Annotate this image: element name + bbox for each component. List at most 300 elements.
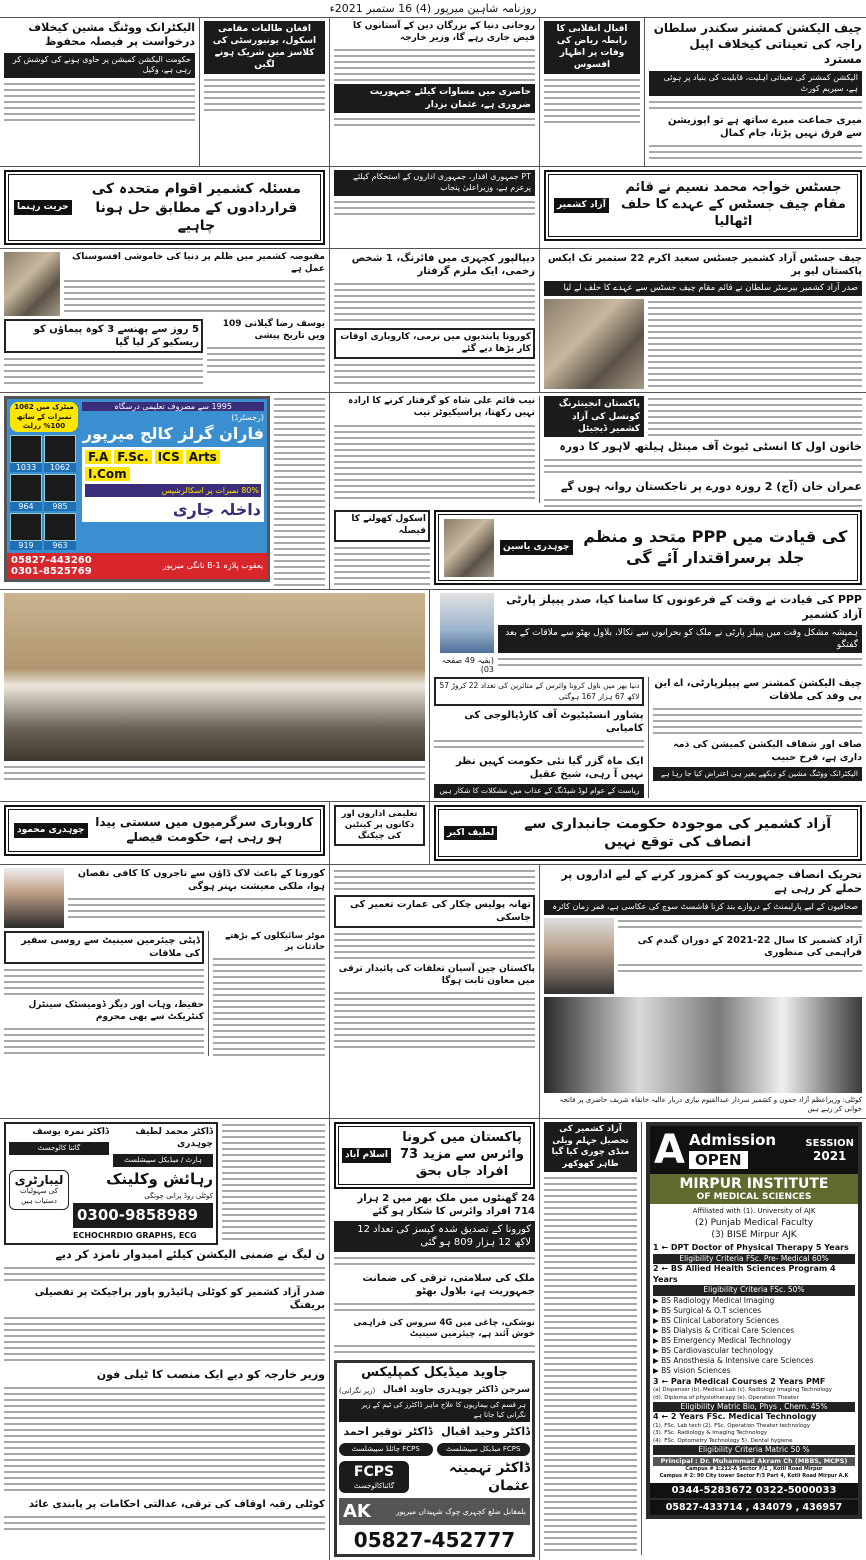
column — [0, 393, 330, 589]
headline: آزاد کشمیر کا سال 22-2021 کے دوران گندم کی فراہمی کی منظوری — [637, 934, 862, 958]
headline: حاضری میں مساوات کیلئے جمہوریت ضروری ہے، عثمان بزدار — [334, 84, 535, 112]
banner-headline — [334, 1122, 535, 1189]
column — [330, 802, 430, 864]
story — [544, 396, 862, 507]
ppp-banner-group — [334, 510, 862, 584]
headline: چیف جسٹس آزاد کشمیر جسٹس سعید اکرم 22 ستمبر تک ایکس پاکستان لیو پر — [547, 252, 862, 277]
session-block — [805, 1138, 854, 1163]
story-with-box — [544, 396, 862, 436]
bs-item: ▶ BS Emergency Medical Technology — [653, 1336, 792, 1345]
banner-tag: لطیف اکبر — [444, 826, 497, 841]
headline: آزاد کشمیر کی تحصیل جہلم ویلی منڈی چوری کیا گیا طاہر کھوکھر — [544, 1122, 637, 1172]
admission-label: Admission — [688, 1131, 777, 1150]
row-stories-h — [0, 865, 866, 1119]
bs-item: ▶ BS Clinical Laboratory Sciences — [653, 1315, 779, 1325]
bs-item: ▶ BS Dialysis & Critical Care Sciences — [653, 1325, 795, 1335]
body-text — [4, 1026, 204, 1056]
body-text — [544, 77, 640, 127]
course-fsc: F.Sc. — [114, 450, 151, 464]
affiliation: (2) Punjab Medical Faculty — [694, 1217, 814, 1228]
student-score: 1033 — [10, 463, 42, 472]
column — [0, 167, 330, 248]
affiliation: (3) BISE Mirpur AJK — [711, 1229, 797, 1240]
masthead: روزنامہ شاہین میرپور (4) 16 ستمبر 2021ء — [0, 0, 866, 18]
doctor-row — [339, 1425, 530, 1456]
bs-label: BS Clinical Laboratory Sciences — [661, 1315, 779, 1325]
campus-address: Campus # 2: 90 City tower Sector F/3 Part 4, Kotli Road Mirpur A.K — [659, 1472, 849, 1479]
program-detail: (1). FSc. Lab tech (2). FSc. Operation Theater technology — [653, 1423, 811, 1430]
body-text — [4, 764, 425, 784]
course-arts: Arts — [186, 450, 220, 464]
body-text — [4, 1315, 325, 1365]
headline: پاکستان چین آسیان تعلقات کی پائیدار ترقی میں معاون ثابت ہوگا — [338, 963, 535, 986]
course-fa: F.A — [85, 450, 111, 464]
banner-text: کاروباری سرگرمیوں میں سستی پیدا ہو رہی ہے، حکومت فیصلے — [95, 814, 314, 845]
student-card — [10, 435, 42, 472]
story — [653, 677, 863, 781]
course-icom: I.Com — [85, 467, 130, 481]
program-detail: (3). FSc. Radiology & Imaging Technology — [653, 1430, 768, 1437]
clinic-name: رہائش وکلینک — [106, 1169, 213, 1188]
photo-block — [434, 593, 494, 674]
body-text — [274, 396, 325, 586]
story — [4, 931, 209, 1056]
big-a: A — [654, 1127, 685, 1174]
body-text — [334, 931, 535, 961]
open-label: OPEN — [689, 1151, 748, 1169]
body-text — [618, 918, 862, 932]
fcps-badge — [339, 1461, 409, 1493]
story-with-photo — [4, 252, 325, 316]
body-text — [334, 423, 535, 503]
banner-headline — [544, 170, 862, 241]
course-list — [85, 450, 261, 481]
banner-text: جسٹس خواجہ محمد نسیم نے قائم مقام چیف جسٹس کے عہدے کا حلف اٹھالیا — [621, 180, 846, 230]
banner-text: پاکستان میں کرونا وائرس سے مزید 73 افراد جاں بحق — [399, 1130, 524, 1179]
bs-item: ▶ BS Anosthesia & Intensive care Sciences — [653, 1356, 814, 1366]
schools-story — [334, 510, 430, 584]
headline: ڈپٹی چیئرمین سینیٹ سے روسی سفیر کی ملاقات — [4, 931, 204, 964]
headline: ن لیگ نے ضمنی الیکشن کیلئے امیدوار نامزد کر دیے — [55, 1247, 325, 1261]
clinic-body — [9, 1170, 213, 1240]
photo-caption: کوٹلی: وزیراعظم آزاد جموں و کشمیر سردار عبدالقیوم نیازی دربار عالیہ خانقاہ شریف حاضری پر فاتحہ خوانی کر رہے ہیں — [559, 1095, 862, 1114]
banner-tag: چوہدری محمود — [14, 823, 88, 838]
bs-label: BS Radiology Medical Imaging — [661, 1295, 775, 1305]
body-text — [334, 199, 535, 217]
banner-tag: آزاد کشمیر — [554, 198, 609, 213]
story — [544, 1122, 642, 1555]
body-text — [222, 1122, 325, 1242]
column — [0, 865, 330, 1118]
phone: 0301-8525769 — [11, 565, 92, 577]
ad-phones: 05827-433714 , 434079 , 436957 — [650, 1500, 858, 1515]
row-banners-g — [0, 802, 866, 865]
lab-sub: کی سہولیات دستیاب ہیں — [20, 1186, 58, 1205]
column — [430, 590, 866, 800]
clinic-phone: 0300-9858989 — [73, 1203, 213, 1227]
column — [540, 167, 866, 248]
story-pair — [4, 931, 325, 1056]
headline: دیپالپور کچہری میں فائرنگ، 1 شخص زخمی، ایک ملزم گرفتار — [351, 252, 535, 277]
body-text — [334, 868, 535, 892]
student-score: 1062 — [44, 463, 76, 472]
story — [213, 931, 325, 1056]
story-group — [334, 396, 862, 507]
headline: نیب قائم علی شاہ کو گرفتار کرنے کا ارادہ نہیں رکھتا، پراسیکیوٹر نیب — [348, 396, 535, 419]
body-text — [648, 299, 862, 389]
body-text — [4, 356, 203, 386]
student-card — [10, 474, 42, 511]
headline: افغان طالبات مقامی اسکول، یونیورسٹی کی کلاسز میں شریک ہونے لگیں — [204, 21, 325, 74]
body-text — [649, 99, 862, 111]
column — [330, 18, 540, 166]
banner-text: کی قیادت میں PPP متحد و منظم جلد برسراقتدار آئے گی — [583, 526, 848, 567]
scholarship-badge: 80% نمبرات پر اسکالرشپس — [85, 484, 261, 497]
body-text — [544, 457, 862, 477]
body-text — [334, 47, 535, 81]
student-score: 919 — [10, 541, 42, 550]
headline: کورونا کے باعث لاک ڈاؤن سے تاجروں کا کافی نقصان ہوا، ملکی معیشت بہتر ہوگی — [77, 868, 325, 892]
bs-label: BS Dialysis & Critical Care Sciences — [661, 1325, 795, 1335]
body-text — [544, 1175, 637, 1555]
mirpur-institute-ad — [646, 1122, 862, 1519]
ad-phones: 0344-5283672 0322-5000033 — [650, 1483, 858, 1498]
story — [498, 593, 862, 668]
clinic-ad — [4, 1122, 218, 1245]
subheadline: الیکشن کمشنر کی تعیناتی اہلیت، قابلیت کی بنیاد پر ہوئی ہے، سپریم کورٹ — [649, 71, 862, 97]
ad-tagline: ہر قسم کی بیماریوں کا علاج ماہر ڈاکٹرز کی ٹیم کے زیر نگرانی کیا جاتا ہے — [339, 1399, 530, 1422]
bs-label: BS Anosthesia & Intensive care Sciences — [661, 1356, 814, 1366]
body-text — [334, 1255, 535, 1269]
body-text — [4, 1385, 325, 1495]
ad-header — [650, 1126, 858, 1174]
doctor-name: ڈاکٹر نمرہ یوسف — [32, 1127, 109, 1138]
ad-title: جاوید میڈیکل کمپلیکس — [361, 1364, 508, 1380]
bs-item: ▶ BS Cardiovascular technology — [653, 1346, 774, 1356]
program-item: 2 ← BS Allied Health Sciences Program 4 Years — [653, 1263, 836, 1284]
institute-banner — [650, 1174, 858, 1204]
principal: Principal : Dr. Muhammad Akram Ch (MBBS, MCPS) — [653, 1457, 855, 1466]
headline: 5 روز سے پھنسے 3 کوہ پیماؤں کو ریسکیو کر لیا گیا — [4, 319, 203, 353]
eligibility: Eligibility Matric Bio, Phys , Chem. 45% — [653, 1402, 855, 1412]
subheadline: کورونا کے تصدیق شدہ کیسز کی تعداد 12 لاکھ 12 ہزار 809 ہو گئی — [334, 1221, 535, 1252]
bilawal-photo — [444, 519, 494, 577]
student-grid — [10, 435, 78, 550]
ak-logo: AK — [343, 1501, 371, 1523]
headline: ملک کی سلامتی، ترقی کی ضمانت جمہوریت ہے، بلاول بھٹو — [362, 1272, 535, 1297]
bs-list — [653, 1296, 855, 1377]
column — [540, 18, 645, 166]
column — [645, 18, 866, 166]
column — [0, 249, 330, 392]
ad-contact — [7, 553, 267, 579]
affiliation: Affiliated with (1). University of AJK — [692, 1207, 816, 1216]
headline: وزیر خارجہ کو دیے ایک منصب کا ٹیلی فون — [96, 1368, 325, 1381]
ad-badge: میٹرک میں 1062 نمبرات کے ساتھ 100% رزلٹ — [10, 402, 78, 431]
ad-address: بلمقابل ضلع کچہری چوک شہیداں میرپور — [395, 1507, 526, 1517]
subheadline: الیکٹرانک ووٹنگ مشین کو دیکھے بغیر ہی اعتراض کیا جا رہا ہے — [653, 767, 863, 781]
doctor-row — [9, 1127, 213, 1167]
admission-block — [689, 1131, 776, 1169]
portrait-photo — [440, 593, 494, 653]
body-text — [649, 143, 862, 163]
surgeon-row — [339, 1385, 530, 1397]
ad-panel — [82, 447, 264, 522]
clinic-address: کوٹلی روڈ پرانی چونگی — [144, 1192, 213, 1201]
column — [330, 249, 540, 392]
program-detail: (a) Dispenser (b). Medical Lab (c). Radiology Imaging Technology — [653, 1387, 832, 1394]
story-with-photo — [4, 868, 325, 928]
body-text — [4, 1514, 325, 1534]
story-pair — [4, 319, 325, 386]
student-card — [10, 513, 42, 550]
student-card — [44, 435, 76, 472]
doctor — [339, 1425, 433, 1456]
row-banners — [0, 167, 866, 249]
column — [330, 1119, 540, 1560]
banner-tag: چوہدری یاسین — [500, 540, 573, 555]
subheadline: حکومت الیکشن کمیشن پر حاوی ہونے کی کوشش کر رہی ہے، وکیل — [4, 53, 195, 79]
student-card — [44, 474, 76, 511]
bs-label: BS Emergency Medical Technology — [661, 1336, 792, 1345]
news-box: دنیا بھر میں ناول کرونا وائرس کے متاثرین کی تعداد 22 کروڑ 57 لاکھ 67 ہزار 167 ہوگئی — [434, 677, 644, 705]
banner-tag: اسلام آباد — [342, 1148, 391, 1163]
subheadline: ریاست کے عوام لوڈ شیڈنگ کے عذاب میں مشکلات کا شکار ہیں — [434, 784, 644, 798]
eligibility: Eligibility Criteria FSc. 50% — [653, 1285, 855, 1295]
headline: پشاور انسٹیٹیوٹ آف کارڈیالوجی کی کامیابی — [464, 709, 644, 734]
headline: موٹر سائیکلوں کے بڑھتے حادثات پر — [225, 931, 325, 953]
subheadline: ہمیشہ مشکل وقت میں پیپلز پارٹی نے ملک کو بحرانوں سے نکالا، بلاول بھٹو سے ملاقات کے بعد گفتگو — [498, 625, 862, 653]
bs-item: ▶ BS Surgical & O.T sciences — [653, 1305, 762, 1315]
doctor — [437, 1425, 531, 1456]
ppp-banner — [434, 510, 862, 584]
institute-sub: OF MEDICAL SCIENCES — [696, 1192, 812, 1203]
headline: تحریک انصاف جمہوریت کو کمزور کرنے کے لیے اداروں پر حملے کر رہی ہے — [561, 868, 862, 896]
column — [0, 802, 330, 864]
column — [0, 18, 200, 166]
ad-registered: (رجسٹرڈ) — [231, 413, 264, 423]
patron-label: (زیر نگرانی) — [339, 1386, 376, 1395]
row-stories-c — [0, 249, 866, 393]
ad-right — [82, 402, 264, 549]
banner-text: مسئلہ کشمیر اقوام متحدہ کی قراردادوں کے مطابق حل ہونا چاہیے — [91, 181, 301, 234]
headline: پاکستان انجینئرنگ کونسل کی آزاد کشمیر ڈیجیٹل — [544, 396, 644, 436]
column — [200, 18, 330, 166]
address-bar — [339, 1498, 530, 1525]
doctor-name: ڈاکٹر وحید اقبال — [441, 1425, 530, 1439]
headline: 24 گھنٹوں میں ملک بھر میں 2 ہزار 714 افراد وائرس کا شکار ہو گئے — [357, 1192, 535, 1217]
banner-text: آزاد کشمیر کی موجودہ حکومت جانبداری سے انصاف کی توقع نہیں — [524, 815, 832, 850]
student-score: 964 — [10, 502, 42, 511]
story — [4, 319, 203, 386]
body-text — [4, 1265, 325, 1283]
headline: یوسف رضا گیلانی 109 ویں تاریخ پیشی — [222, 318, 325, 341]
body-text — [653, 706, 863, 736]
ad-group — [4, 396, 325, 586]
ad-title: فاران گرلز کالج میرپور — [82, 424, 264, 444]
faran-college-ad — [4, 396, 270, 581]
bs-label: BS vision Sciences — [661, 1366, 731, 1376]
story-pair — [434, 677, 862, 797]
body-text — [207, 345, 325, 375]
banner-tag: حریت رہنما — [14, 200, 72, 215]
continued-ref: (بقیہ 49 صفحہ 03) — [441, 656, 494, 675]
echo-ecg: ECHOCHRDIO GRAPHS, ECG — [73, 1230, 197, 1240]
headline: کورونا پابندیوں میں نرمی، کاروباری اوقات کار بڑھا دیے گئے — [334, 328, 535, 359]
story — [64, 252, 325, 314]
column — [330, 865, 540, 1118]
headline: اقبال انقلابی کا رابطہ ریاض کی وفات پر اظہار افسوس — [544, 21, 640, 74]
banner-headline — [4, 170, 325, 245]
doctor-role: گائناکالوجسٹ — [353, 1482, 395, 1490]
doctor — [9, 1127, 109, 1155]
body-text — [434, 738, 644, 752]
campus-address: Campus # 1:212-A Sector F/1 , Kotli Road Mirpur — [685, 1466, 823, 1473]
bs-label: BS Surgical & O.T sciences — [661, 1305, 762, 1315]
headline: کوٹلی رقبہ اوقاف کی ترقی، عدالتی احکامات پر پابندی عائد — [28, 1499, 325, 1511]
body-text — [334, 1301, 535, 1315]
ad-phone: 05827-452777 — [353, 1528, 516, 1553]
column — [540, 1119, 866, 1560]
eligibility: Eligibility Criteria FSc. Pre- Medical 60% — [653, 1254, 855, 1264]
javed-medical-ad — [334, 1360, 535, 1558]
row-top-stories — [0, 18, 866, 167]
body-text — [618, 962, 862, 976]
program-item: 4 ← 2 Years FSc. Medical Technology — [653, 1412, 817, 1422]
story — [434, 677, 649, 797]
clinic-group — [4, 1122, 325, 1245]
column — [0, 590, 430, 800]
body-text — [334, 545, 430, 585]
headline: حفیظ، وہاب اور دیگر ڈومیسٹک سینٹرل کنٹریکٹ سے بھی محروم — [28, 999, 204, 1022]
row-stories-d — [0, 393, 866, 590]
admission-open: داخلہ جاری — [172, 500, 261, 520]
story — [68, 868, 325, 918]
column — [0, 1119, 330, 1560]
ppp-story — [434, 593, 862, 674]
column — [540, 865, 866, 1118]
headline: صاف اور شفاف الیکشن کمیشن کی ذمہ داری ہے، فرخ حبیب — [673, 739, 862, 763]
portrait-photo — [544, 918, 614, 994]
headline: الیکٹرانک ووٹنگ مشین کیخلاف درخواست پر فیصلہ محفوظ — [28, 21, 195, 49]
body-text — [64, 278, 325, 314]
program-item: 3 ← Para Medical Courses 2 Years PMF — [653, 1376, 826, 1386]
address: یعقوب پلازہ B-1 نانگی میرپور — [162, 561, 263, 571]
body-text — [334, 116, 535, 128]
body-text — [68, 896, 325, 918]
headline: چیف الیکشن کمشنر سکندر سلطان راجہ کی تعیناتی کیخلاف اپیل مسترد — [653, 21, 862, 67]
bs-item: ▶ BS vision Sciences — [653, 1366, 731, 1376]
headline: صدر آزاد کشمیر کو کوٹلی ہائیڈرو پاور پراجیکٹ پر تفصیلی بریفنگ — [34, 1287, 325, 1311]
headline: عمران خان (آج) 2 روزہ دورے پر تاجکستان روانہ ہوں گے — [560, 480, 862, 494]
doctor-c-row — [339, 1459, 530, 1495]
story — [207, 319, 325, 375]
meeting-photo — [4, 593, 425, 761]
doctor — [113, 1127, 213, 1167]
body-text — [498, 656, 862, 668]
bs-label: BS Cardiovascular technology — [661, 1346, 774, 1356]
fcps-label: FCPS — [353, 1464, 395, 1481]
headline: خاتون اول کا انسٹی ٹیوٹ آف مینٹل ہیلتھ لاہور کا دورہ — [559, 439, 862, 453]
student-score: 963 — [44, 541, 76, 550]
crowd-photo — [544, 997, 862, 1093]
doctor-role: FCPS چائلڈ سپیشلسٹ — [339, 1443, 433, 1456]
surgeon-name: سرجن ڈاکٹر چوہدری جاوید اقبال — [382, 1384, 530, 1395]
program-list — [650, 1204, 858, 1483]
phone-list — [11, 555, 92, 577]
body-text — [334, 1343, 535, 1357]
ad-since: 1995 سے مصروف تعلیمی درسگاہ — [82, 402, 264, 411]
doctor-role: ہارٹ / میڈیکل سپیشلسٹ — [113, 1154, 213, 1167]
doctor-role: FCPS میڈیکل سپیشلسٹ — [437, 1443, 531, 1456]
banner-headline — [4, 805, 325, 856]
body-text — [648, 396, 862, 436]
story — [618, 918, 862, 977]
headline: ایک ماہ گزر گیا نئی حکومت کہیں نظر نہیں آ رہی، شیخ عقیل — [455, 755, 644, 780]
story-with-photo — [544, 299, 862, 389]
banner-headline — [434, 805, 862, 861]
program-detail: (d). Diploma of physiotherapy (e). Operation Theater — [653, 1394, 799, 1401]
portrait-photo — [4, 252, 60, 316]
headline: میری جماعت میرے ساتھ ہے تو اپوزیشن سے فرق نہیں پڑتا، جام کمال — [667, 115, 862, 140]
body-text — [4, 967, 204, 997]
body-text — [334, 362, 535, 386]
doctor-name: ڈاکٹر محمد لطیف چوہدری — [135, 1127, 213, 1149]
course-ics: ICS — [155, 450, 183, 464]
lab-box — [9, 1170, 69, 1210]
bs-item: ▶ BS Radiology Medical Imaging — [653, 1295, 775, 1305]
headline: مقبوضہ کشمیر میں ظلم پر دنیا کی خاموشی افسوسناک عمل ہے — [72, 251, 325, 274]
subheadline: صحافیوں کے لیے پارلیمنٹ کے دروازے بند کرنا فاشسٹ سوچ کی عکاسی ہے، قمر زمان کائرہ — [544, 900, 862, 915]
ad-left — [10, 402, 78, 549]
doctor-name: ڈاکٹر توقیر احمد — [343, 1425, 433, 1439]
program-detail: (4). FSc. Optometry Technology 5). Dental hygiene — [653, 1437, 793, 1444]
program-item: 1 ← DPT Doctor of Physical Therapy 5 Years — [653, 1242, 849, 1252]
column — [430, 802, 866, 864]
body-text — [213, 956, 325, 1056]
story — [334, 396, 540, 502]
story-with-photo — [544, 918, 862, 994]
column — [330, 393, 866, 589]
row-stories-f — [0, 590, 866, 801]
column — [540, 249, 866, 392]
subheadline: صدر آزاد کشمیر بیرسٹر سلطان نے قائم مقام چیف جسٹس سے عہدے کا حلف لے لیا — [544, 281, 862, 296]
headline: اسکول کھولنے کا فیصلہ — [334, 510, 430, 541]
body-text — [544, 497, 862, 507]
body-text — [334, 281, 535, 325]
body-text — [334, 990, 535, 1050]
student-score: 985 — [44, 502, 76, 511]
ad-body — [7, 399, 267, 552]
body-text — [204, 77, 325, 113]
column — [330, 167, 540, 248]
row-bottom — [0, 1119, 866, 1560]
headline: PT جمہوری اقدار، جمہوری اداروں کے استحکام کیلئے پرعزم ہے، وزیراعلیٰ پنجاب — [334, 170, 535, 196]
doctor-name: ڈاکٹر تہمینہ عثمان — [449, 1460, 530, 1495]
lab-title: لیبارٹری — [14, 1172, 64, 1187]
headline: تعلیمی اداروں اور دکانوں پر کینٹین کی چیکنگ — [334, 805, 425, 846]
student-card — [44, 513, 76, 550]
headline: نوشکی، چاغی میں 4G سروس کی فراہمی خوش آئند ہے، چیئرمین سینیٹ — [353, 1317, 535, 1339]
phone: 05827-443260 — [11, 554, 92, 566]
headline: چیف الیکشن کمشنر سے پیپلزپارٹی، اے این پی وفد کی ملاقات — [654, 678, 862, 703]
session-year: 2021 — [813, 1148, 847, 1163]
headline: PPP کی قیادت نے وقت کے فرعونوں کا سامنا کیا، صدر پیپلز پارٹی آزاد کشمیر — [506, 593, 862, 621]
bottom-right-group — [544, 1122, 862, 1555]
body-text — [4, 81, 195, 121]
oath-ceremony-photo — [544, 299, 644, 389]
institute-name: MIRPUR INSTITUTE — [679, 1176, 829, 1193]
